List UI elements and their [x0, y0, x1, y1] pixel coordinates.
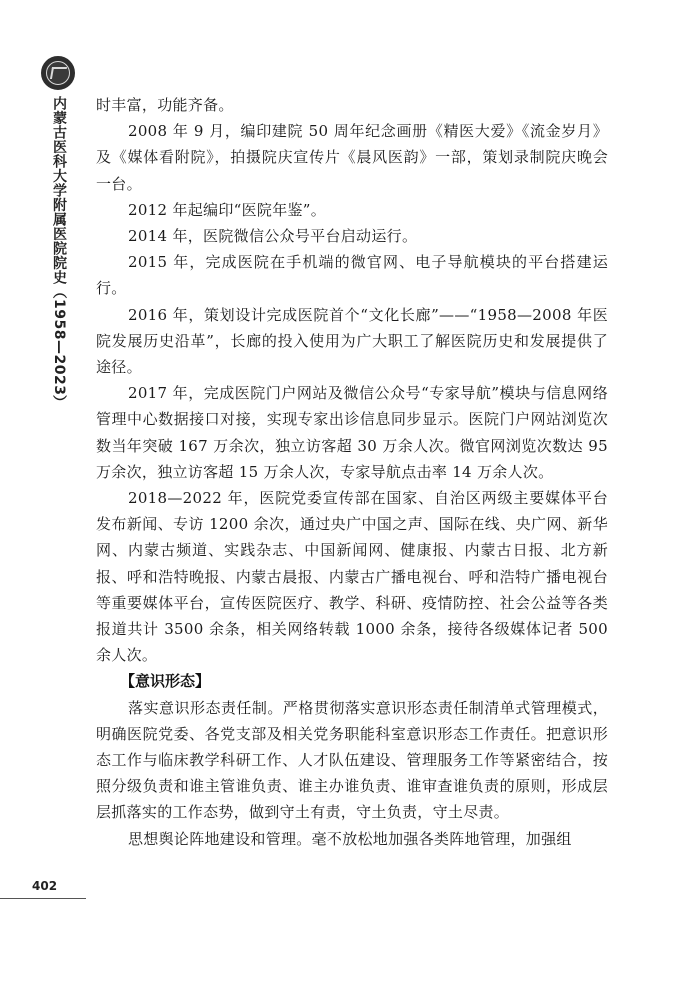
paragraph: 2008 年 9 月，编印建院 50 周年纪念画册《精医大爱》《流金岁月》及《媒体看附院》，拍摄院庆宣传片《晨风医韵》一部，策划录制院庆晚会一台。: [96, 122, 608, 193]
paragraph: 2015 年，完成医院在手机端的微官网、电子导航模块的平台搭建运行。: [96, 253, 608, 298]
section-heading: 【意识形态】: [120, 672, 211, 691]
paragraph: 2014 年，医院微信公众号平台启动运行。: [128, 227, 418, 246]
page-number-rule: [0, 898, 86, 899]
running-title: 内蒙古医科大学附属医院院史（1958—2023）: [51, 96, 67, 410]
paragraph: 2017 年，完成医院门户网站及微信公众号“专家导航”模块与信息网络管理中心数据接口对接，实现专家出诊信息同步显示。医院门户网站浏览次数当年突破 167 万余次，独立访客超 30 万余人次。微官网浏览次数达 95 万余次，独立访客超 15 万余人次，专家导航点击率 14 万余人次。: [96, 384, 608, 481]
seal-emblem: [46, 61, 70, 85]
paragraph: 2018—2022 年，医院党委宣传部在国家、自治区两级主要媒体平台发布新闻、专访 1200 余次，通过央广中国之声、国际在线、央广网、新华网、内蒙古频道、实践杂志、中国新闻网、健康报、内蒙古日报、北方新报、呼和浩特晚报、内蒙古晨报、内蒙古广播电视台、呼和浩特广播电视台等重要媒体平台，宣传医院医疗、教学、科研、疫情防控、社会公益等各类报道共计 3500 余条，相关网络转载 1000 余条，接待各级媒体记者 500 余人次。: [96, 489, 608, 665]
paragraph: 时丰富，功能齐备。: [96, 96, 234, 114]
paragraph: 思想舆论阵地建设和管理。毫不放松地加强各类阵地管理，加强组: [128, 829, 572, 848]
paragraph: 2012 年起编印“医院年鉴”。: [128, 200, 327, 219]
paragraph: 落实意识形态责任制。严格贯彻落实意识形态责任制清单式管理模式，明确医院党委、各党支部及相关党务职能科室意识形态工作责任。把意识形态工作与临床教学科研工作、人才队伍建设、管理服务工作等紧密结合，按照分级负责和谁主管谁负责、谁主办谁负责、谁审查谁负责的原则，形成层层抓落实的工作态势，做到守土有责，守土负责，守土尽责。: [96, 698, 608, 822]
page-number: 402: [32, 879, 58, 893]
paragraph: 2016 年，策划设计完成医院首个“文化长廊”——“1958—2008 年医院发展历史沿革”，长廊的投入使用为广大职工了解医院历史和发展提供了途径。: [96, 305, 608, 377]
left-margin: [0, 0, 86, 983]
hospital-seal-icon: [41, 56, 75, 90]
body-text: [96, 92, 608, 852]
